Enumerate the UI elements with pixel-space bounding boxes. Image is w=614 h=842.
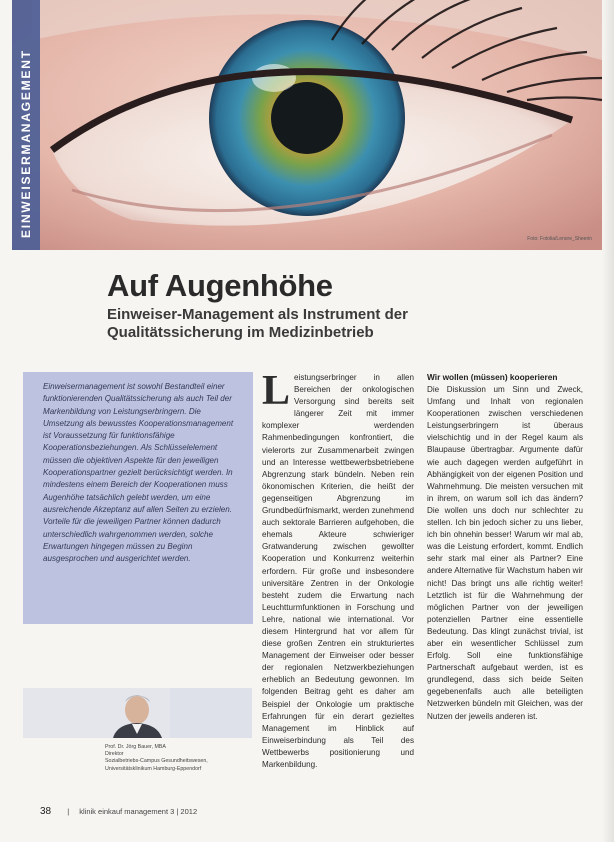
body-column-2 bbox=[427, 372, 583, 723]
body-text-1: eistungserbringer in allen Bereichen der onkologischen Versorgung sind bereits seit längerer Zeit mit immer komplexer werdenden Rahmenbedingungen konfrontiert, die vielerorts zur Zusammenarbeit zwingen und an Interesse wettbewerbsbetriebene Abgrenzung stark bündeln. Neben rein ökonomischen Kriterien, die heißt der gegenseitigen Abgrenzung im Grundbedürfnismarkt, werden zunehmend auch sektorale Barrieren aufgehoben, die ehemals Akteure schwieriger Gratwanderung zwischen gewollter Kooperation und Konkurrenz weiterhin erfordern. Für große und insbesondere universitäre Zentren in der Onkologie besteht zudem die Erwartung nach Leuchtturmfunktionen in Forschung und Lehre, national wie international. Vor diesem Hintergrund hat vor allem für diese großen Zentren ein strukturiertes Management der Einweiser oder besser der regionalen Netzwerkbeziehungen erheblich an Bedeutung gewonnen. Im folgenden Beitrag geht es daher am Beispiel der Onkologie um praktische Erfahrungen für ein derart gezieltes Management im Hinblick auf Einweiserbindung als Teil des Wettbewerbs positionierung und Markenbildung. bbox=[262, 373, 414, 769]
section-label: EINWEISERMANAGEMENT bbox=[19, 49, 33, 238]
author-affiliation-1: Sozialbetriebs-Campus Gesundheitswesen, bbox=[105, 758, 208, 765]
hero-eye-image bbox=[12, 0, 602, 250]
author-portrait-icon bbox=[105, 688, 170, 738]
author-photo-bg-right bbox=[170, 688, 252, 738]
section-heading: Wir wollen (müssen) kooperieren bbox=[427, 372, 558, 382]
body-paragraph-1 bbox=[262, 368, 414, 771]
body-column-1 bbox=[262, 368, 414, 771]
body-text-2: Die Diskussion um Sinn und Zweck, Umfang und Inhalt von regionalen Kooperationen zwischen verschiedenen Leistungserbringern ist überaus vielschichtig und in der Regel kaum als Blaupause übertragbar. Argumente dafür wie auch dagegen werden aufgeführt in Abhängigkeit von der eigenen Position und Wahrnehmung. Die meisten versuchen mit in ihrem, on warum soll ich das ändern? Die wollen uns doch nur schlechter zu stellen. Ich bin jedoch sicher zu uns lieber, ich bin ohnehin besser! Warum wir mal ab, was die Leistung erfordert, kommt. Endlich sehr stark mal einer als Partner? Eine andere Alternative für Wachstum haben wir nicht! Das bringt uns alle richtig weiter! Letztlich ist für die Wahrnehmung der möglichen Partner von der jeweiligen potenziellen Partner eine essentielle Bedeutung. Das klingt zunächst trivial, ist aber ein wesentlicher Schlüssel zum Erfolg. Soll eine funktionsfähige Partnerschaft aufgebaut werden, ist es grundlegend, dass sich beide Seiten gegebenenfalls auch alle beteiligten Netzwerken bündeln mit Gleichen, was der Nutzen der jeweils anderen ist. bbox=[427, 385, 583, 721]
author-caption bbox=[105, 744, 255, 773]
author-affiliation-2: Universitätsklinikum Hamburg-Eppendorf bbox=[105, 765, 202, 772]
drop-cap: L bbox=[262, 368, 291, 414]
page-footer bbox=[40, 806, 197, 817]
footer-separator: | bbox=[67, 807, 70, 816]
author-name: Prof. Dr. Jörg Bauer, MBA bbox=[105, 744, 166, 750]
article-subtitle: Einweiser-Management als Instrument der Qualitätssicherung im Medizinbetrieb bbox=[107, 306, 408, 341]
article-title: Auf Augenhöhe bbox=[107, 268, 333, 303]
lead-text: Einweisermanagement ist sowohl Bestandteil einer funktionierenden Qualitätssicherung als auch Teil der Markenbildung von Leistungserbringern. Die Umsetzung als bewusstes Kooperationsmanagement ist Voraussetzung für funktionsfähige Kooperationsbeziehungen. Als Schlüsselelement müssen die objektiven Aspekte für den jeweiligen Kooperationspartner gezielt berücksichtigt werden. In mindestens einem Bereich der Kooperationen muss Augenhöhe tatsächlich gelebt werden, um eine ausreichende Akzeptanz auf allen Seiten zu erzielen. Vorteile für die jeweiligen Partner können dadurch unterschiedlich wahrgenommen werden, solche Erwartungen hingegen müssen zu Beginn ausgesprochen und ausgerichtet werden. bbox=[43, 382, 234, 564]
author-photo bbox=[105, 688, 170, 738]
publication-name: klinik einkauf management 3 | 2012 bbox=[79, 807, 198, 816]
author-photo-bg-left bbox=[23, 688, 105, 738]
author-role: Direktor bbox=[105, 751, 124, 758]
photo-credit: Foto: Fotolia/Lenore_Sheerin bbox=[527, 236, 592, 242]
eye-illustration bbox=[12, 0, 602, 250]
page-number: 38 bbox=[40, 806, 52, 817]
page-edge-shadow bbox=[602, 0, 614, 842]
lead-box bbox=[23, 372, 253, 624]
